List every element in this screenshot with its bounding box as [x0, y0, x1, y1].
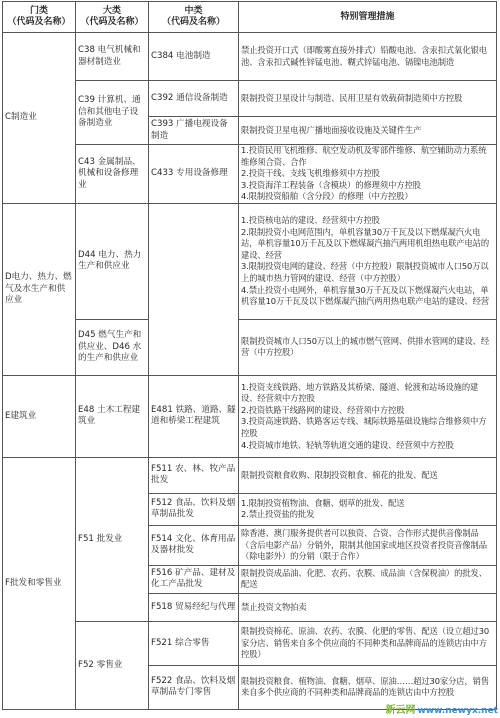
cell-measures: 限制投资棉花、原油、农药、农膜、化肥的零售、配送（设立超过30家分店、销售来自多个供应商的不同种类和品牌商品的连锁店由中方控股）	[239, 621, 497, 665]
cell-major-class: D45 燃气生产和供应业、D46 水的生产和供应业	[76, 319, 149, 375]
cell-measures: 1.投资核电站的建设、经营须中方控股 2.限制投资小电网范围内，单机容量30万千瓦及以下燃煤凝汽火电站，单机容量10万千瓦及以下燃煤凝汽抽汽两用机组热电联产电站的建设、经营 3.限制投资电网的建设、经营（中方控股）限制投资城市人口50万以上的城市热力管网的建设、经营（中方控股） 4.禁止投资小电网外，单机容量30万千瓦及以下燃煤凝汽火电站，单机容量10万千瓦及以下燃煤凝汽抽汽两用热电联产电站的建设、经营	[239, 203, 497, 319]
cell-middle-class: F511 农、林、牧产品批发	[149, 457, 239, 493]
cell-major-class: E48 土木工程建筑业	[76, 375, 149, 457]
header-category: 门类 （代码及名称）	[3, 2, 76, 33]
cell-major-class: F52 零售业	[76, 621, 149, 709]
cell-middle-class: C433 专用设备修理	[149, 145, 239, 204]
watermark-url: www.newyx.net	[417, 706, 498, 716]
table-row	[3, 621, 497, 665]
cell-measures: 禁止投资开口式（即酸雾直接外排式）铅酸电池、含汞扣式氧化银电池、含汞扣式碱性锌锰电池、糊式锌锰电池、镉镍电池制造	[239, 33, 497, 81]
cell-middle-class: C393 广播电视设备制造	[149, 117, 239, 145]
cell-measures: 禁止投资文物拍卖	[239, 593, 497, 621]
cell-major-class: C43 金属制品、机械和设备修理业	[76, 145, 149, 204]
header-middle-class: 中类 （代码及名称）	[149, 2, 239, 33]
cell-measures: 1.限制投资植物油、食糖、烟草的批发、配送 2.禁止投资盐的批发	[239, 493, 497, 525]
table-row	[3, 457, 497, 493]
cell-measures: 限制投资卫星设计与制造、民用卫星有效载荷制造须中方控股	[239, 81, 497, 117]
cell-middle-class: C384 电池制造	[149, 33, 239, 81]
cell-middle-class: F522 食品、饮料及烟草制品专门零售	[149, 665, 239, 709]
cell-measures: 限制投资成品油、化肥、农药、农膜、成品油（含保税油）的批发、配送	[239, 565, 497, 593]
cell-measures: 限制投资粮食、植物油、食糖、烟草、原油……超过30家分店，销售来自多个供应商的不同种类和品牌商品的连锁店由中方控股	[239, 665, 497, 709]
cell-major-class: C38 电气机械和器材制造业	[76, 33, 149, 81]
watermark-logo	[385, 701, 498, 716]
watermark-brand: 新云网	[385, 705, 416, 716]
cell-middle-class: F518 贸易经纪与代理	[149, 593, 239, 621]
cell-category: C制造业	[3, 33, 76, 204]
cell-category: D电力、热力、燃气及水生产和供应业	[3, 203, 76, 375]
cell-measures: 限制投资城市人口50万以上的城市燃气管网、供排水管网的建设、经营（中方控股）	[239, 319, 497, 375]
cell-measures: 1.投资支线铁路、地方铁路及其桥梁、隧道、轮渡和站场设施的建设、经营须中方控股 2.投资铁路干线路网的建设、经营须中方控股 3.投资高速铁路、铁路客运专线、城际铁路基础设施综合维修须中方控股 4.投资城市地铁、轻轨等轨道交通的建设、经营须中方控股	[239, 375, 497, 457]
cell-middle-class: F514 文化、体育用品及器材批发	[149, 525, 239, 565]
cell-major-class: C39 计算机、通信和其他电子设备制造业	[76, 81, 149, 145]
cell-major-class: F51 批发业	[76, 457, 149, 621]
management-measures-table	[2, 1, 497, 710]
cell-category: F批发和零售业	[3, 457, 76, 709]
table-row	[3, 319, 497, 375]
cell-major-class: D44 电力、热力生产和供应业	[76, 203, 149, 319]
cell-category: E建筑业	[3, 375, 76, 457]
table-header-row	[3, 2, 497, 33]
cell-middle-class-empty	[149, 203, 239, 375]
cell-middle-class: F512 食品、饮料及烟草制品批发	[149, 493, 239, 525]
cell-middle-class: F521 综合零售	[149, 621, 239, 665]
cell-measures: 1.投资民用飞机维修、航空发动机及零部件维修、航空辅助动力系统维修须合资、合作 2.投资干线、支线飞机维修须中方控股 3.投资海洋工程装备（含模块）的修理须中方控股 4.限制投资船舶（含分段）的修理（中方控股）	[239, 145, 497, 204]
cell-measures: 限制投资粮食收购、限制投资粮食、棉花的批发、配送	[239, 457, 497, 493]
cell-middle-class: C392 通信设备制造	[149, 81, 239, 117]
cell-measures: 除香港、澳门服务提供者可以独资、合资、合作形式提供音像制品（含后电影产品）分销外，限制其他国家或地区投资者投资音像制品（除电影外）的分销（限于合作）	[239, 525, 497, 565]
table-row	[3, 33, 497, 81]
header-measures: 特别管理措施	[239, 2, 497, 33]
table-row	[3, 375, 497, 457]
cell-middle-class: F516 矿产品、建材及化工产品批发	[149, 565, 239, 593]
table-row	[3, 81, 497, 117]
cell-measures: 限制投资卫星电视广播地面接收设施及关键件生产	[239, 117, 497, 145]
table-row	[3, 145, 497, 204]
cell-middle-class: E481 铁路、道路、隧道和桥梁工程建筑	[149, 375, 239, 457]
header-major-class: 大类 （代码及名称）	[76, 2, 149, 33]
table-row	[3, 203, 497, 319]
